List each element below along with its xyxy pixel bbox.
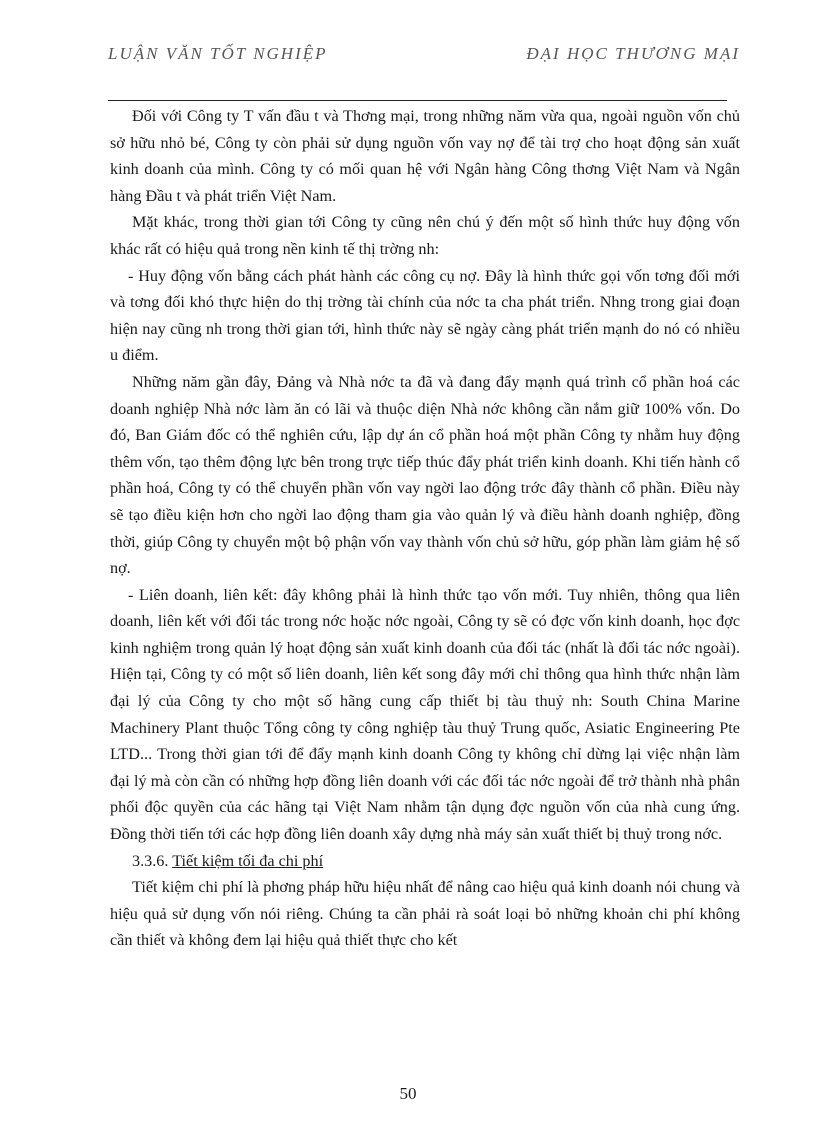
- section-title: Tiết kiệm tối đa chi phí: [172, 851, 324, 870]
- header-right-title: ĐẠI HỌC THƯƠNG MẠI: [526, 44, 740, 63]
- paragraph-4: Những năm gần đây, Đảng và Nhà nớc ta đã và đang đẩy mạnh quá trình cổ phần hoá các doanh nghiệp Nhà nớc làm ăn có lãi và thuộc diện Nhà nớc không cần nắm giữ 100% vốn. Do đó, Ban Giám đốc có thể nghiên cứu, lập dự án cổ phần hoá một phần Công ty nhằm huy động thêm vốn, tạo thêm động lực bên trong trực tiếp thúc đẩy phát triển kinh doanh. Khi tiến hành cổ phần hoá, Công ty có thể chuyển phần vốn vay ngời lao động trớc đây thành cổ phần. Điều này sẽ tạo điều kiện hơn cho ngời lao động tham gia vào quản lý và điều hành doanh nghiệp, đồng thời, giúp Công ty chuyển một bộ phận vốn vay thành vốn chủ sở hữu, góp phần làm giảm hệ số nợ.: [110, 372, 740, 578]
- header-left-title: LUẬN VĂN TỐT NGHIỆP: [108, 44, 328, 63]
- section-heading: [110, 848, 740, 875]
- paragraph-3: - Huy động vốn bằng cách phát hành các công cụ nợ. Đây là hình thức gọi vốn tơng đối mới và tơng đối khó thực hiện do thị trờng tài chính của nớc ta cha phát triển. Nhng trong giai đoạn hiện nay cũng nh trong thời gian tới, hình thức này sẽ ngày càng phát triển mạnh do nó có nhiều u điểm.: [110, 266, 740, 365]
- paragraph-5: - Liên doanh, liên kết: đây không phải là hình thức tạo vốn mới. Tuy nhiên, thông qua liên doanh, liên kết với đối tác trong nớc hoặc nớc ngoài, Công ty sẽ có đợc vốn kinh doanh, học đợc kinh nghiệm trong quản lý hoạt động sản xuất kinh doanh của đối tác (nhất là đối tác nớc ngoài). Hiện tại, Công ty có một số liên doanh, liên kết song đây mới chỉ thông qua hình thức nhận làm đại lý của Công ty cho một số hãng cung cấp thiết bị tàu thuỷ nh: South China Marine Machinery Plant thuộc Tổng công ty công nghiệp tàu thuỷ Trung quốc, Asiatic Engineering Pte LTD... Trong thời gian tới để đẩy mạnh kinh doanh Công ty không chỉ dừng lại việc nhận làm đại lý mà còn cần có những hợp đồng liên doanh với các đối tác nớc ngoài để trở thành nhà phân phối độc quyền của các hãng tại Việt Nam nhằm tận dụng đợc nguồn vốn của nhà cung ứng. Đồng thời tiến tới các hợp đồng liên doanh xây dựng nhà máy sản xuất thiết bị thuỷ trong nớc.: [110, 585, 740, 844]
- page-number: 50: [399, 1084, 417, 1103]
- document-body: [110, 103, 740, 954]
- paragraph-6: Tiết kiệm chi phí là phơng pháp hữu hiệu nhất để nâng cao hiệu quả kinh doanh nói chung và hiệu quả sử dụng vốn nói riêng. Chúng ta cần phải rà soát loại bỏ những khoản chi phí không cần thiết và không đem lại hiệu quả thiết thực cho kết: [110, 878, 740, 950]
- paragraph-1: Đối với Công ty T vấn đầu t và Thơng mại, trong những năm vừa qua, ngoài nguồn vốn chủ sở hữu nhỏ bé, Công ty còn phải sử dụng nguồn vốn vay nợ để tài trợ cho hoạt động sản xuất kinh doanh của mình. Công ty có mối quan hệ với Ngân hàng Công thơng Việt Nam và Ngân hàng Đầu t và phát triển Việt Nam.: [110, 107, 740, 205]
- paragraph-2: Mặt khác, trong thời gian tới Công ty cũng nên chú ý đến một số hình thức huy động vốn khác rất có hiệu quả trong nền kinh tế thị trờng nh:: [110, 213, 740, 258]
- header-divider: [108, 100, 727, 101]
- section-number: 3.3.6.: [132, 851, 169, 870]
